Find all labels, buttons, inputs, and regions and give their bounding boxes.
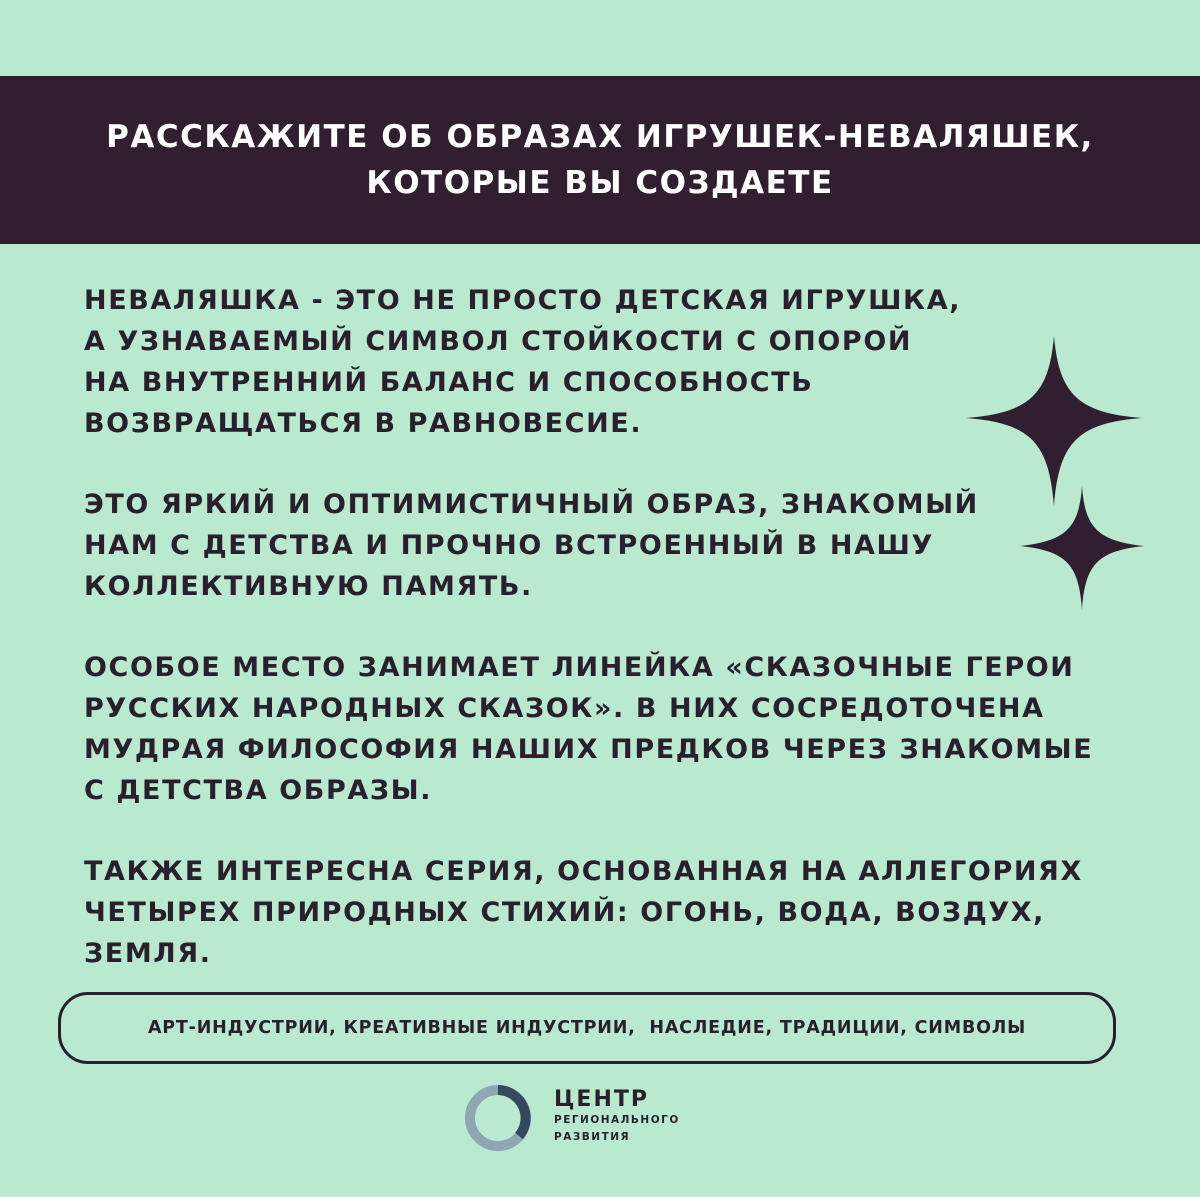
paragraph-4: [84, 851, 1144, 974]
sparkle-large-icon: [966, 336, 1142, 506]
paragraph-line: ЗЕМЛЯ.: [84, 938, 212, 969]
paragraph-line: ТАКЖЕ ИНТЕРЕСНА СЕРИЯ, ОСНОВАННАЯ НА АЛЛЕГОРИЯХ: [84, 856, 1083, 887]
paragraph-3: [84, 647, 1144, 811]
tags-text: АРТ-ИНДУСТРИИ, КРЕАТИВНЫЕ ИНДУСТРИИ, НАСЛЕДИЕ, ТРАДИЦИИ, СИМВОЛЫ: [147, 1018, 1027, 1038]
header-title-line-1: РАССКАЖИТЕ ОБ ОБРАЗАХ ИГРУШЕК-НЕВАЛЯШЕК,: [106, 119, 1094, 155]
paragraph-line: ОСОБОЕ МЕСТО ЗАНИМАЕТ ЛИНЕЙКА «СКАЗОЧНЫЕ ГЕРОИ: [84, 652, 1075, 683]
tags-pill: [58, 992, 1116, 1064]
paragraph-line: НА ВНУТРЕННИЙ БАЛАНС И СПОСОБНОСТЬ: [84, 367, 814, 398]
logo-sub-text-2: РАЗВИТИЯ: [554, 1131, 631, 1143]
sparkle-small-icon: [1020, 486, 1144, 610]
header-band: [0, 76, 1200, 244]
paragraph-line: С ДЕТСТВА ОБРАЗЫ.: [84, 775, 433, 806]
paragraph-line: КОЛЛЕКТИВНУЮ ПАМЯТЬ.: [84, 571, 533, 602]
logo-sub-text-1: РЕГИОНАЛЬНОГО: [554, 1114, 680, 1126]
logo-main-text: ЦЕНТР: [554, 1087, 649, 1112]
paragraph-line: А УЗНАВАЕМЫЙ СИМВОЛ СТОЙКОСТИ С ОПОРОЙ: [84, 326, 913, 357]
paragraph-line: ВОЗВРАЩАТЬСЯ В РАВНОВЕСИЕ.: [84, 408, 643, 439]
paragraph-line: РУССКИХ НАРОДНЫХ СКАЗОК». В НИХ СОСРЕДОТОЧЕНА: [84, 693, 1045, 724]
ring-logo-icon: [460, 1080, 540, 1160]
paragraph-line: ЭТО ЯРКИЙ И ОПТИМИСТИЧНЫЙ ОБРАЗ, ЗНАКОМЫЙ: [84, 489, 979, 520]
paragraph-line: НЕВАЛЯШКА - ЭТО НЕ ПРОСТО ДЕТСКАЯ ИГРУШКА,: [84, 285, 962, 316]
header-title-line-2: КОТОРЫЕ ВЫ СОЗДАЕТЕ: [366, 165, 834, 201]
logo: [460, 1080, 760, 1160]
paragraph-line: НАМ С ДЕТСТВА И ПРОЧНО ВСТРОЕННЫЙ В НАШУ: [84, 530, 934, 561]
paragraph-line: ЧЕТЫРЕХ ПРИРОДНЫХ СТИХИЙ: ОГОНЬ, ВОДА, ВОЗДУХ,: [84, 897, 1046, 928]
paragraph-line: МУДРАЯ ФИЛОСОФИЯ НАШИХ ПРЕДКОВ ЧЕРЕЗ ЗНАКОМЫЕ: [84, 734, 1094, 765]
logo-text: [554, 1088, 680, 1146]
